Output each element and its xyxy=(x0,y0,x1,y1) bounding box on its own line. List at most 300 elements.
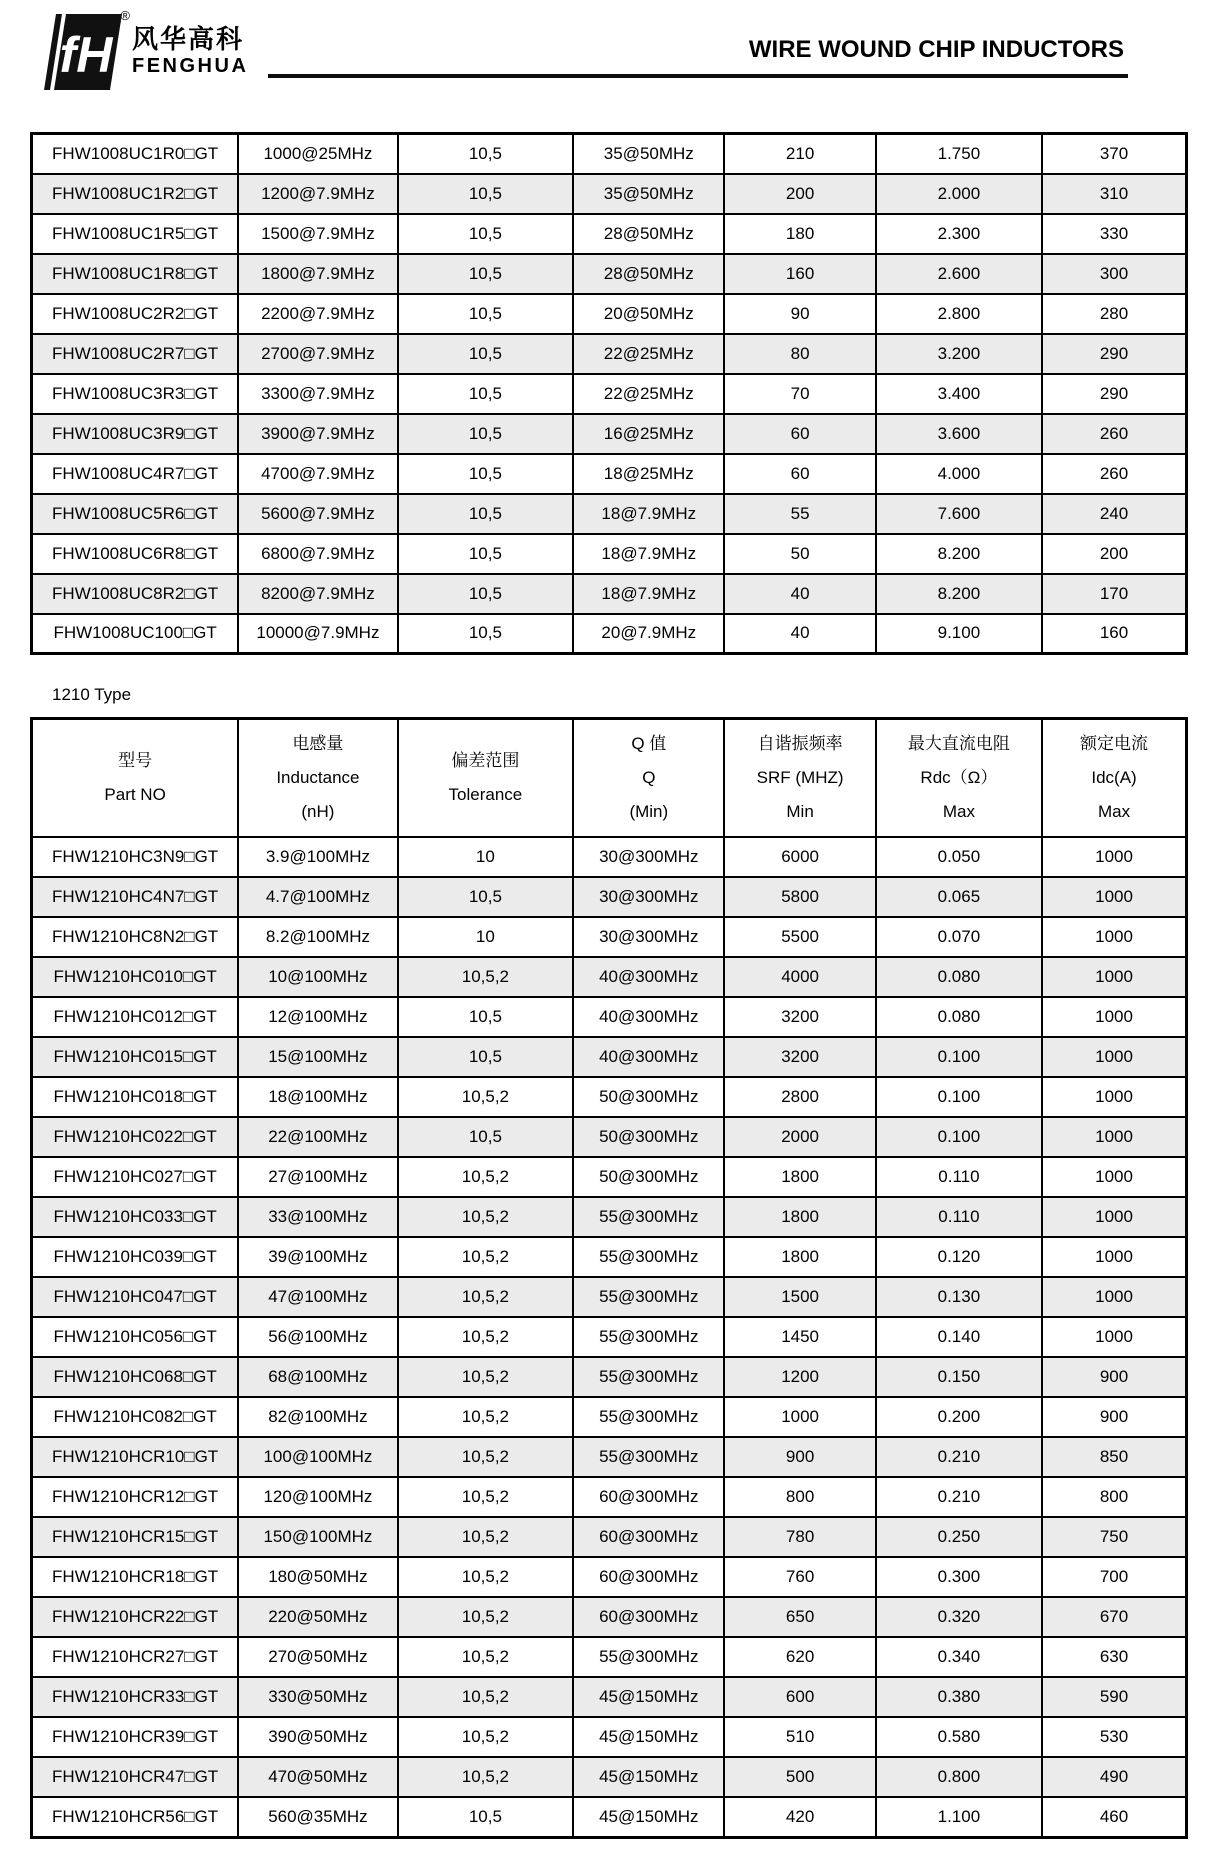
table-cell: FHW1210HC3N9□GT xyxy=(32,837,239,877)
column-header-line: Inductance xyxy=(276,768,360,787)
table-cell: 800 xyxy=(1042,1477,1186,1517)
table-cell: 2.600 xyxy=(876,254,1042,294)
table-cell: 160 xyxy=(1042,614,1186,654)
table-cell: FHW1008UC6R8□GT xyxy=(32,534,239,574)
table-cell: FHW1210HC056□GT xyxy=(32,1317,239,1357)
table-cell: 40@300MHz xyxy=(573,957,724,997)
table-cell: 490 xyxy=(1042,1757,1186,1797)
column-header-line: SRF (MHZ) xyxy=(756,768,844,787)
column-header xyxy=(573,719,724,838)
table-cell: FHW1210HC012□GT xyxy=(32,997,239,1037)
table-cell: 68@100MHz xyxy=(238,1357,397,1397)
table-cell: 1000 xyxy=(1042,837,1186,877)
table-cell: 10,5,2 xyxy=(398,1157,574,1197)
table-cell: 10,5,2 xyxy=(398,1597,574,1637)
table-cell: 3300@7.9MHz xyxy=(238,374,397,414)
table-cell: FHW1210HC047□GT xyxy=(32,1277,239,1317)
table-cell: 12@100MHz xyxy=(238,997,397,1037)
table-cell: 220@50MHz xyxy=(238,1597,397,1637)
table-cell: 10,5,2 xyxy=(398,1197,574,1237)
table-cell: 2000 xyxy=(724,1117,875,1157)
table-cell: 0.080 xyxy=(876,957,1042,997)
table-cell: FHW1008UC100□GT xyxy=(32,614,239,654)
table-row xyxy=(32,957,1187,997)
table-cell: 240 xyxy=(1042,494,1186,534)
table-cell: 260 xyxy=(1042,414,1186,454)
table-cell: 10,5,2 xyxy=(398,1477,574,1517)
table-row xyxy=(32,1717,1187,1757)
table-cell: 900 xyxy=(724,1437,875,1477)
table-cell: 0.100 xyxy=(876,1117,1042,1157)
table-cell: 750 xyxy=(1042,1517,1186,1557)
svg-text:fH: fH xyxy=(59,27,113,83)
table-cell: 270@50MHz xyxy=(238,1637,397,1677)
column-header-line: Part NO xyxy=(104,785,166,804)
table-cell: 10,5 xyxy=(398,1797,574,1837)
table-cell: 3.600 xyxy=(876,414,1042,454)
table-cell: 290 xyxy=(1042,334,1186,374)
table-cell: 3900@7.9MHz xyxy=(238,414,397,454)
table-cell: 2700@7.9MHz xyxy=(238,334,397,374)
table-cell: FHW1008UC8R2□GT xyxy=(32,574,239,614)
table-cell: 10,5 xyxy=(398,214,574,254)
table-cell: 10,5 xyxy=(398,134,574,174)
table-cell: 1800 xyxy=(724,1237,875,1277)
table-cell: 60@300MHz xyxy=(573,1597,724,1637)
table-cell: 10,5,2 xyxy=(398,1637,574,1677)
table-1210hc-header xyxy=(32,719,1187,838)
table-cell: 7.600 xyxy=(876,494,1042,534)
table-cell: FHW1210HC039□GT xyxy=(32,1237,239,1277)
table-row xyxy=(32,294,1187,334)
table-cell: 800 xyxy=(724,1477,875,1517)
table-cell: 10,5 xyxy=(398,877,574,917)
table-cell: 0.100 xyxy=(876,1037,1042,1077)
column-header-lines xyxy=(1043,720,1185,836)
table-cell: FHW1210HC027□GT xyxy=(32,1157,239,1197)
table-cell: FHW1210HC018□GT xyxy=(32,1077,239,1117)
table-cell: 1.100 xyxy=(876,1797,1042,1837)
table-cell: 290 xyxy=(1042,374,1186,414)
table-cell: 1000 xyxy=(1042,1237,1186,1277)
table-cell: 10,5 xyxy=(398,454,574,494)
column-header-lines xyxy=(725,720,874,836)
table-cell: 22@25MHz xyxy=(573,334,724,374)
table-cell: 55@300MHz xyxy=(573,1277,724,1317)
table-row xyxy=(32,1557,1187,1597)
table-cell: 1000 xyxy=(1042,1117,1186,1157)
table-cell: 700 xyxy=(1042,1557,1186,1597)
logo-name-cn: 风华高科 xyxy=(132,24,245,54)
table-cell: 1200@7.9MHz xyxy=(238,174,397,214)
table-cell: 22@25MHz xyxy=(573,374,724,414)
table-cell: 1200 xyxy=(724,1357,875,1397)
column-header-line: 电感量 xyxy=(292,734,344,753)
table-cell: 10,5 xyxy=(398,294,574,334)
column-header xyxy=(876,719,1042,838)
table-cell: 0.050 xyxy=(876,837,1042,877)
table-cell: 56@100MHz xyxy=(238,1317,397,1357)
column-header-line: Min xyxy=(786,802,814,821)
table-cell: 10,5 xyxy=(398,254,574,294)
table-cell: 650 xyxy=(724,1597,875,1637)
table-row xyxy=(32,1197,1187,1237)
column-header xyxy=(238,719,397,838)
table-row xyxy=(32,1517,1187,1557)
table-cell: 210 xyxy=(724,134,875,174)
table-cell: 0.070 xyxy=(876,917,1042,957)
table-cell: 45@150MHz xyxy=(573,1677,724,1717)
table-cell: 50@300MHz xyxy=(573,1117,724,1157)
table-cell: 530 xyxy=(1042,1717,1186,1757)
table-row xyxy=(32,1477,1187,1517)
column-header-line: 型号 xyxy=(118,751,153,770)
table-cell: FHW1008UC2R2□GT xyxy=(32,294,239,334)
table-cell: 5500 xyxy=(724,917,875,957)
table-cell: 2.000 xyxy=(876,174,1042,214)
table-row xyxy=(32,1757,1187,1797)
table-cell: 55@300MHz xyxy=(573,1397,724,1437)
table-cell: 55 xyxy=(724,494,875,534)
table-cell: 120@100MHz xyxy=(238,1477,397,1517)
table-cell: FHW1210HC010□GT xyxy=(32,957,239,997)
table-row xyxy=(32,1117,1187,1157)
table-cell: 9.100 xyxy=(876,614,1042,654)
table-cell: 60@300MHz xyxy=(573,1517,724,1557)
column-header-line: Q 值 xyxy=(631,734,667,753)
table-cell: 5600@7.9MHz xyxy=(238,494,397,534)
table-cell: 8.2@100MHz xyxy=(238,917,397,957)
table-row xyxy=(32,1077,1187,1117)
table-row xyxy=(32,1437,1187,1477)
table-1008uc xyxy=(30,132,1188,655)
column-header-lines xyxy=(399,720,573,836)
table-cell: 10,5 xyxy=(398,494,574,534)
table-row xyxy=(32,997,1187,1037)
table-row xyxy=(32,254,1187,294)
table-cell: 55@300MHz xyxy=(573,1197,724,1237)
table-cell: 900 xyxy=(1042,1357,1186,1397)
table-cell: 10000@7.9MHz xyxy=(238,614,397,654)
table-cell: 10,5,2 xyxy=(398,1757,574,1797)
table-1210hc xyxy=(30,717,1188,1839)
table-cell: 780 xyxy=(724,1517,875,1557)
column-header-line: (nH) xyxy=(301,802,335,821)
table-cell: FHW1210HCR27□GT xyxy=(32,1637,239,1677)
logo-name-en: FENGHUA xyxy=(132,55,249,77)
table-cell: 27@100MHz xyxy=(238,1157,397,1197)
table-row xyxy=(32,1357,1187,1397)
column-header xyxy=(32,719,239,838)
table-cell: 10,5,2 xyxy=(398,1517,574,1557)
table-row xyxy=(32,877,1187,917)
column-header-line: 自谐振频率 xyxy=(757,734,843,753)
table-cell: 280 xyxy=(1042,294,1186,334)
table-cell: 10,5,2 xyxy=(398,1437,574,1477)
table-cell: 55@300MHz xyxy=(573,1357,724,1397)
table-row xyxy=(32,1637,1187,1677)
registered-mark: ® xyxy=(120,8,130,23)
fenghua-monogram-icon xyxy=(30,10,126,94)
table-cell: 47@100MHz xyxy=(238,1277,397,1317)
table-cell: 20@50MHz xyxy=(573,294,724,334)
table-cell: 370 xyxy=(1042,134,1186,174)
table-cell: 8.200 xyxy=(876,574,1042,614)
table-cell: 330 xyxy=(1042,214,1186,254)
table-cell: 1000 xyxy=(1042,1157,1186,1197)
table-row xyxy=(32,414,1187,454)
table-row xyxy=(32,334,1187,374)
column-header-line: (Min) xyxy=(629,802,669,821)
table-cell: 0.340 xyxy=(876,1637,1042,1677)
table-cell: 10,5,2 xyxy=(398,1357,574,1397)
table-cell: 16@25MHz xyxy=(573,414,724,454)
table-row xyxy=(32,1157,1187,1197)
table-cell: 300 xyxy=(1042,254,1186,294)
column-header xyxy=(1042,719,1186,838)
column-header-line: Idc(A) xyxy=(1091,768,1137,787)
table-cell: 0.250 xyxy=(876,1517,1042,1557)
table-cell: 1450 xyxy=(724,1317,875,1357)
column-header-line: Max xyxy=(1097,802,1131,821)
table-cell: FHW1210HC033□GT xyxy=(32,1197,239,1237)
header-row xyxy=(32,719,1187,838)
column-header xyxy=(724,719,875,838)
table-1008uc-body xyxy=(32,134,1187,654)
table-cell: 10,5 xyxy=(398,1117,574,1157)
column-header xyxy=(398,719,574,838)
table-cell: 10,5 xyxy=(398,534,574,574)
table-cell: 4000 xyxy=(724,957,875,997)
table-cell: 55@300MHz xyxy=(573,1237,724,1277)
table-cell: 10,5,2 xyxy=(398,1557,574,1597)
table-cell: 20@7.9MHz xyxy=(573,614,724,654)
table-row xyxy=(32,494,1187,534)
column-header-line: Rdc（Ω） xyxy=(920,768,998,787)
table-cell: 1000 xyxy=(1042,917,1186,957)
column-header-lines xyxy=(877,720,1041,836)
fenghua-logo-icon xyxy=(30,8,130,94)
table-cell: 4.7@100MHz xyxy=(238,877,397,917)
table-cell: 0.300 xyxy=(876,1557,1042,1597)
table-cell: FHW1210HC4N7□GT xyxy=(32,877,239,917)
table-cell: 50@300MHz xyxy=(573,1077,724,1117)
table-row xyxy=(32,1677,1187,1717)
table-row xyxy=(32,174,1187,214)
table-cell: 28@50MHz xyxy=(573,214,724,254)
table-cell: 1000 xyxy=(1042,1077,1186,1117)
table-cell: 60@300MHz xyxy=(573,1557,724,1597)
table-cell: 0.150 xyxy=(876,1357,1042,1397)
table-cell: 470@50MHz xyxy=(238,1757,397,1797)
table-cell: 1000 xyxy=(1042,1037,1186,1077)
table-cell: 0.100 xyxy=(876,1077,1042,1117)
table-row xyxy=(32,574,1187,614)
table-cell: 82@100MHz xyxy=(238,1397,397,1437)
table-cell: 180@50MHz xyxy=(238,1557,397,1597)
table-cell: 45@150MHz xyxy=(573,1717,724,1757)
table-cell: 10,5,2 xyxy=(398,1397,574,1437)
table-row xyxy=(32,1037,1187,1077)
table-cell: FHW1008UC3R3□GT xyxy=(32,374,239,414)
table-cell: 200 xyxy=(1042,534,1186,574)
table-cell: 18@100MHz xyxy=(238,1077,397,1117)
table-cell: 330@50MHz xyxy=(238,1677,397,1717)
table-cell: 1500@7.9MHz xyxy=(238,214,397,254)
table-cell: FHW1210HCR39□GT xyxy=(32,1717,239,1757)
table-cell: 0.080 xyxy=(876,997,1042,1037)
table-cell: FHW1210HC068□GT xyxy=(32,1357,239,1397)
table-cell: 40@300MHz xyxy=(573,1037,724,1077)
table-cell: 0.130 xyxy=(876,1277,1042,1317)
table-row xyxy=(32,214,1187,254)
table-cell: 1000 xyxy=(1042,877,1186,917)
table-cell: 3200 xyxy=(724,1037,875,1077)
table-cell: 45@150MHz xyxy=(573,1797,724,1837)
table-cell: 18@7.9MHz xyxy=(573,574,724,614)
table-cell: FHW1008UC2R7□GT xyxy=(32,334,239,374)
table-cell: 1800 xyxy=(724,1197,875,1237)
table-cell: 1000 xyxy=(1042,1277,1186,1317)
table-cell: 60 xyxy=(724,414,875,454)
table-cell: 3.200 xyxy=(876,334,1042,374)
page-title: WIRE WOUND CHIP INDUCTORS xyxy=(748,36,1124,63)
table-cell: 80 xyxy=(724,334,875,374)
table-cell: 0.800 xyxy=(876,1757,1042,1797)
table-cell: 0.580 xyxy=(876,1717,1042,1757)
section-label-1210-type: 1210 Type xyxy=(52,685,132,704)
table-cell: 4700@7.9MHz xyxy=(238,454,397,494)
table-cell: 600 xyxy=(724,1677,875,1717)
table-cell: FHW1210HCR18□GT xyxy=(32,1557,239,1597)
table-cell: 150@100MHz xyxy=(238,1517,397,1557)
header-rule xyxy=(268,10,1128,78)
table-cell: 45@150MHz xyxy=(573,1757,724,1797)
table-cell: 260 xyxy=(1042,454,1186,494)
table-row xyxy=(32,134,1187,174)
table-cell: FHW1210HC022□GT xyxy=(32,1117,239,1157)
table-cell: FHW1008UC1R5□GT xyxy=(32,214,239,254)
table-cell: 1000 xyxy=(1042,957,1186,997)
table-cell: 0.110 xyxy=(876,1197,1042,1237)
table-cell: 35@50MHz xyxy=(573,174,724,214)
table-cell: FHW1210HCR12□GT xyxy=(32,1477,239,1517)
table-cell: 10,5,2 xyxy=(398,1317,574,1357)
table-cell: 0.120 xyxy=(876,1237,1042,1277)
table-1210hc-body xyxy=(32,837,1187,1837)
table-cell: FHW1008UC5R6□GT xyxy=(32,494,239,534)
column-header-line: 额定电流 xyxy=(1080,734,1149,753)
table-cell: 1000 xyxy=(1042,997,1186,1037)
table-cell: FHW1008UC4R7□GT xyxy=(32,454,239,494)
table-cell: 10,5 xyxy=(398,414,574,454)
table-cell: 560@35MHz xyxy=(238,1797,397,1837)
table-cell: 10,5,2 xyxy=(398,957,574,997)
table-cell: 18@7.9MHz xyxy=(573,534,724,574)
table-cell: 1000 xyxy=(724,1397,875,1437)
table-cell: 100@100MHz xyxy=(238,1437,397,1477)
table-cell: 8.200 xyxy=(876,534,1042,574)
table-cell: 3.400 xyxy=(876,374,1042,414)
table-cell: 18@7.9MHz xyxy=(573,494,724,534)
table-row xyxy=(32,374,1187,414)
table-cell: 70 xyxy=(724,374,875,414)
table-row xyxy=(32,917,1187,957)
table-cell: 40 xyxy=(724,614,875,654)
table-cell: 15@100MHz xyxy=(238,1037,397,1077)
table-cell: 33@100MHz xyxy=(238,1197,397,1237)
table-cell: 28@50MHz xyxy=(573,254,724,294)
table-cell: 50 xyxy=(724,534,875,574)
table-cell: 760 xyxy=(724,1557,875,1597)
table-cell: 510 xyxy=(724,1717,875,1757)
table-cell: 60@300MHz xyxy=(573,1477,724,1517)
table-cell: 180 xyxy=(724,214,875,254)
table-row xyxy=(32,837,1187,877)
table-cell: 10,5 xyxy=(398,614,574,654)
table-cell: FHW1210HC8N2□GT xyxy=(32,917,239,957)
table-cell: FHW1210HCR10□GT xyxy=(32,1437,239,1477)
table-cell: 55@300MHz xyxy=(573,1437,724,1477)
table-cell: 1.750 xyxy=(876,134,1042,174)
table-cell: 630 xyxy=(1042,1637,1186,1677)
table-cell: FHW1008UC1R0□GT xyxy=(32,134,239,174)
column-header-line: 偏差范围 xyxy=(451,751,520,770)
table-cell: 2.800 xyxy=(876,294,1042,334)
table-cell: 60 xyxy=(724,454,875,494)
table-cell: 2800 xyxy=(724,1077,875,1117)
table-cell: 30@300MHz xyxy=(573,837,724,877)
table-row xyxy=(32,1597,1187,1637)
table-cell: 10 xyxy=(398,837,574,877)
table-cell: 10,5,2 xyxy=(398,1717,574,1757)
table-cell: 30@300MHz xyxy=(573,917,724,957)
table-cell: 590 xyxy=(1042,1677,1186,1717)
table-cell: FHW1210HCR22□GT xyxy=(32,1597,239,1637)
table-row xyxy=(32,454,1187,494)
column-header-lines xyxy=(239,720,396,836)
table-cell: 0.210 xyxy=(876,1437,1042,1477)
table-cell: 10@100MHz xyxy=(238,957,397,997)
table-cell: 1000 xyxy=(1042,1197,1186,1237)
table-cell: 5800 xyxy=(724,877,875,917)
table-cell: 10,5,2 xyxy=(398,1077,574,1117)
logo-text xyxy=(132,10,248,78)
table-cell: 200 xyxy=(724,174,875,214)
table-cell: 8200@7.9MHz xyxy=(238,574,397,614)
table-cell: 0.210 xyxy=(876,1477,1042,1517)
table-cell: 10,5 xyxy=(398,334,574,374)
table-cell: 1000 xyxy=(1042,1317,1186,1357)
table-cell: 3.9@100MHz xyxy=(238,837,397,877)
table-cell: 850 xyxy=(1042,1437,1186,1477)
table-cell: 1800 xyxy=(724,1157,875,1197)
table-cell: 2.300 xyxy=(876,214,1042,254)
table-cell: FHW1210HCR47□GT xyxy=(32,1757,239,1797)
table-cell: 0.320 xyxy=(876,1597,1042,1637)
table-cell: FHW1008UC1R8□GT xyxy=(32,254,239,294)
column-header-lines xyxy=(33,720,237,836)
table-cell: 2200@7.9MHz xyxy=(238,294,397,334)
table-cell: 4.000 xyxy=(876,454,1042,494)
table-cell: 0.380 xyxy=(876,1677,1042,1717)
table-cell: 10,5 xyxy=(398,1037,574,1077)
table-cell: FHW1008UC3R9□GT xyxy=(32,414,239,454)
table-cell: 460 xyxy=(1042,1797,1186,1837)
table-cell: 670 xyxy=(1042,1597,1186,1637)
table-row xyxy=(32,1237,1187,1277)
table-cell: 18@25MHz xyxy=(573,454,724,494)
